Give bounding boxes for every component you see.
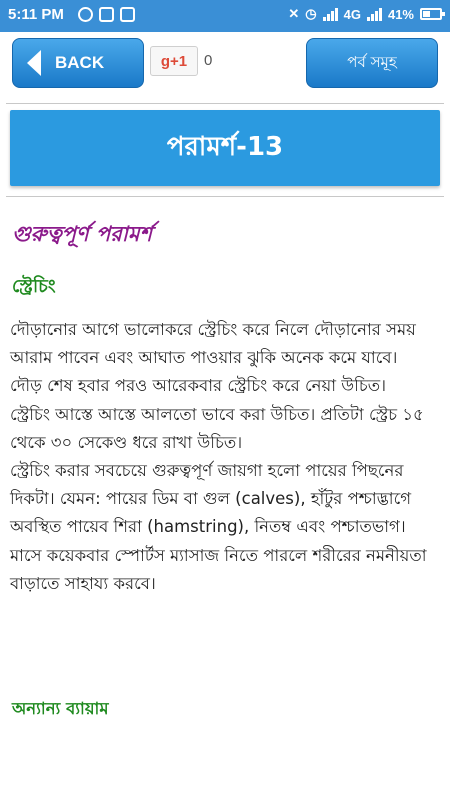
paragraph: দৌড় শেষ হবার পরও আরেকবার স্ট্রেচিং করে নেয়া উচিত। [10, 376, 387, 396]
battery-percent: 41% [387, 6, 414, 22]
back-arrow-icon [27, 50, 41, 76]
network-type: 4G [343, 6, 361, 22]
sub-heading: স্ট্রেচিং [12, 276, 56, 297]
status-right [288, 6, 442, 22]
notification-icon [120, 7, 135, 22]
alarm-icon: ◷ [305, 6, 317, 21]
paragraph: মাসে কয়েকবার স্পোর্টস ম্যাসাজ নিতে পারলে শরীরের নমনীয়তা বাড়াতে সাহায্য করবে। [10, 545, 427, 593]
google-plus-one-button[interactable]: g+1 [150, 46, 198, 76]
signal-icon [367, 8, 382, 21]
next-sub-heading: অন্যান্য ব্যায়াম [12, 699, 109, 718]
signal-icon [323, 8, 338, 21]
article-body [10, 316, 442, 598]
divider [6, 196, 444, 197]
mute-icon: ✕ [288, 6, 300, 21]
toolbar [0, 32, 450, 96]
back-button-label: BACK [55, 53, 105, 72]
paragraph: দৌড়ানোর আগে ভালোকরে স্ট্রেচিং করে নিলে দৌড়ানোর সময় আরাম পাবেন এবং আঘাত পাওয়ার ঝুকি অনেক কমে যাবে। [10, 320, 416, 368]
notification-icon [99, 7, 114, 22]
battery-fill [423, 11, 430, 17]
google-plus-count: 0 [204, 52, 213, 69]
status-left-icons [78, 7, 135, 22]
paragraph: স্ট্রেচিং করার সবচেয়ে গুরুত্বপূর্ণ জায়গা হলো পায়ের পিছনের দিকটা। যেমন: পায়ের ডিম বা গুল (calves), হাঁটুর পশ্চাদ্ভাগে অবস্থিত পায়েব শিরা (hamstring), নিতম্ব এবং পশ্চাতভাগ। [10, 461, 412, 537]
divider [6, 103, 444, 104]
page-title: পরামর্শ-13 [10, 110, 440, 186]
back-button[interactable] [12, 38, 144, 88]
alarm-icon [78, 7, 93, 22]
battery-icon [420, 8, 442, 20]
section-heading: গুরুত্বপূর্ণ পরামর্শ [12, 222, 152, 246]
episodes-button[interactable]: পর্ব সমূহ [306, 38, 438, 88]
status-time: 5:11 PM [8, 6, 64, 23]
status-bar [0, 0, 450, 32]
paragraph: স্ট্রেচিং আস্তে আস্তে আলতো ভাবে করা উচিত। প্রতিটা স্ট্রেচ ১৫ থেকে ৩০ সেকেণ্ড ধরে রাখা উচিত। [10, 404, 424, 452]
